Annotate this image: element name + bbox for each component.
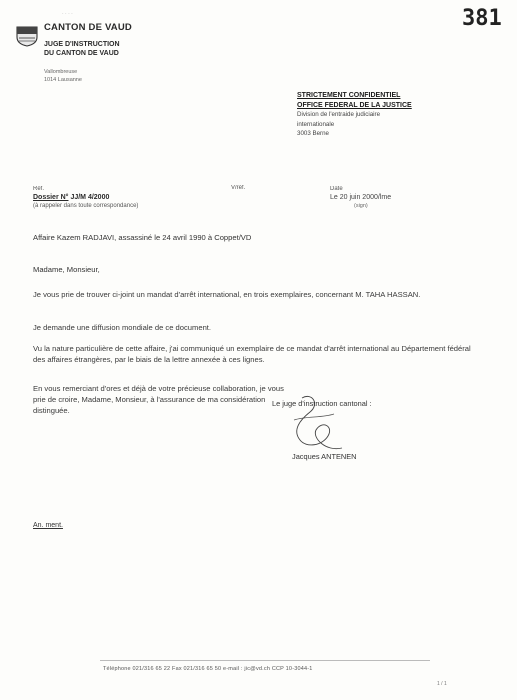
ref-label: Réf. <box>33 186 45 192</box>
canton-vaud-crest-icon <box>15 25 39 47</box>
salutation: Madame, Monsieur, <box>33 265 100 274</box>
date-value: Le 20 juin 2000/lme <box>330 193 392 201</box>
date-block <box>330 185 391 211</box>
address-line-1: Vallombreuse <box>44 69 78 75</box>
paragraph-3: Vu la nature particulière de cette affaire, j'ai communiqué un exemplaire de ce mandat d'arrêt international au Département fédéral des affaires étrangères, par le biais de la lettre annexée à ces lignes. <box>33 344 471 364</box>
address-line-2: 1014 Lausanne <box>44 77 82 83</box>
date-sub: (sign) <box>354 203 368 209</box>
footer-contact: Téléphone 021/316 65 22 Fax 021/316 65 50 e-mail : jic@vd.ch CCP 10-3044-1 <box>103 666 313 672</box>
signature-block <box>272 398 372 462</box>
signature-name: Jacques ANTENEN <box>292 452 357 461</box>
recipient-line-2: OFFICE FEDERAL DE LA JUSTICE <box>297 101 412 109</box>
handwritten-page-number: 381 <box>462 6 502 31</box>
top-scan-mark: · · · · <box>62 11 73 17</box>
paragraph-4-wrap <box>33 383 295 416</box>
recipient-line-1: STRICTEMENT CONFIDENTIEL <box>297 92 401 99</box>
canton-title: CANTON DE VAUD <box>44 22 132 33</box>
reference-block <box>33 185 138 211</box>
signature-title: Le juge d'instruction cantonal : <box>272 399 372 408</box>
annex-mention: An. ment. <box>33 522 63 529</box>
recipient-line-5: 3003 Berne <box>297 130 329 137</box>
recipient-line-4: internationale <box>297 120 335 128</box>
footer-divider <box>100 660 430 661</box>
recipient-address <box>297 91 412 139</box>
paragraph-1: Je vous prie de trouver ci-joint un mandat d'arrêt international, en trois exemplaires, concernant M. TAHA HASSAN. <box>33 290 421 299</box>
juge-title <box>44 40 120 58</box>
juge-line-1: JUGE D'INSTRUCTION <box>44 41 120 48</box>
dossier-label: Dossier N° <box>33 193 69 201</box>
juge-line-2: DU CANTON DE VAUD <box>44 50 119 57</box>
vref-label: V/réf. <box>231 185 246 191</box>
dossier-number: JJ/M 4/2000 <box>70 193 110 201</box>
dossier-reference <box>33 194 138 203</box>
footer-page: 1 / 1 <box>437 681 447 687</box>
reference-note: (à rappeler dans toute correspondance) <box>33 203 139 209</box>
paragraph-2: Je demande une diffusion mondiale de ce document. <box>33 323 212 332</box>
paragraph-4: En vous remerciant d'ores et déjà de votre précieuse collaboration, je vous prie de croire, Madame, Monsieur, à l'assurance de ma considération distinguée. <box>33 384 284 415</box>
letter-subject: Affaire Kazem RADJAVI, assassiné le 24 avril 1990 à Coppet/VD <box>33 233 252 242</box>
letterhead-address <box>44 68 82 84</box>
date-label: Date <box>330 186 343 192</box>
recipient-line-3: Division de l'entraide judiciaire <box>297 111 381 118</box>
